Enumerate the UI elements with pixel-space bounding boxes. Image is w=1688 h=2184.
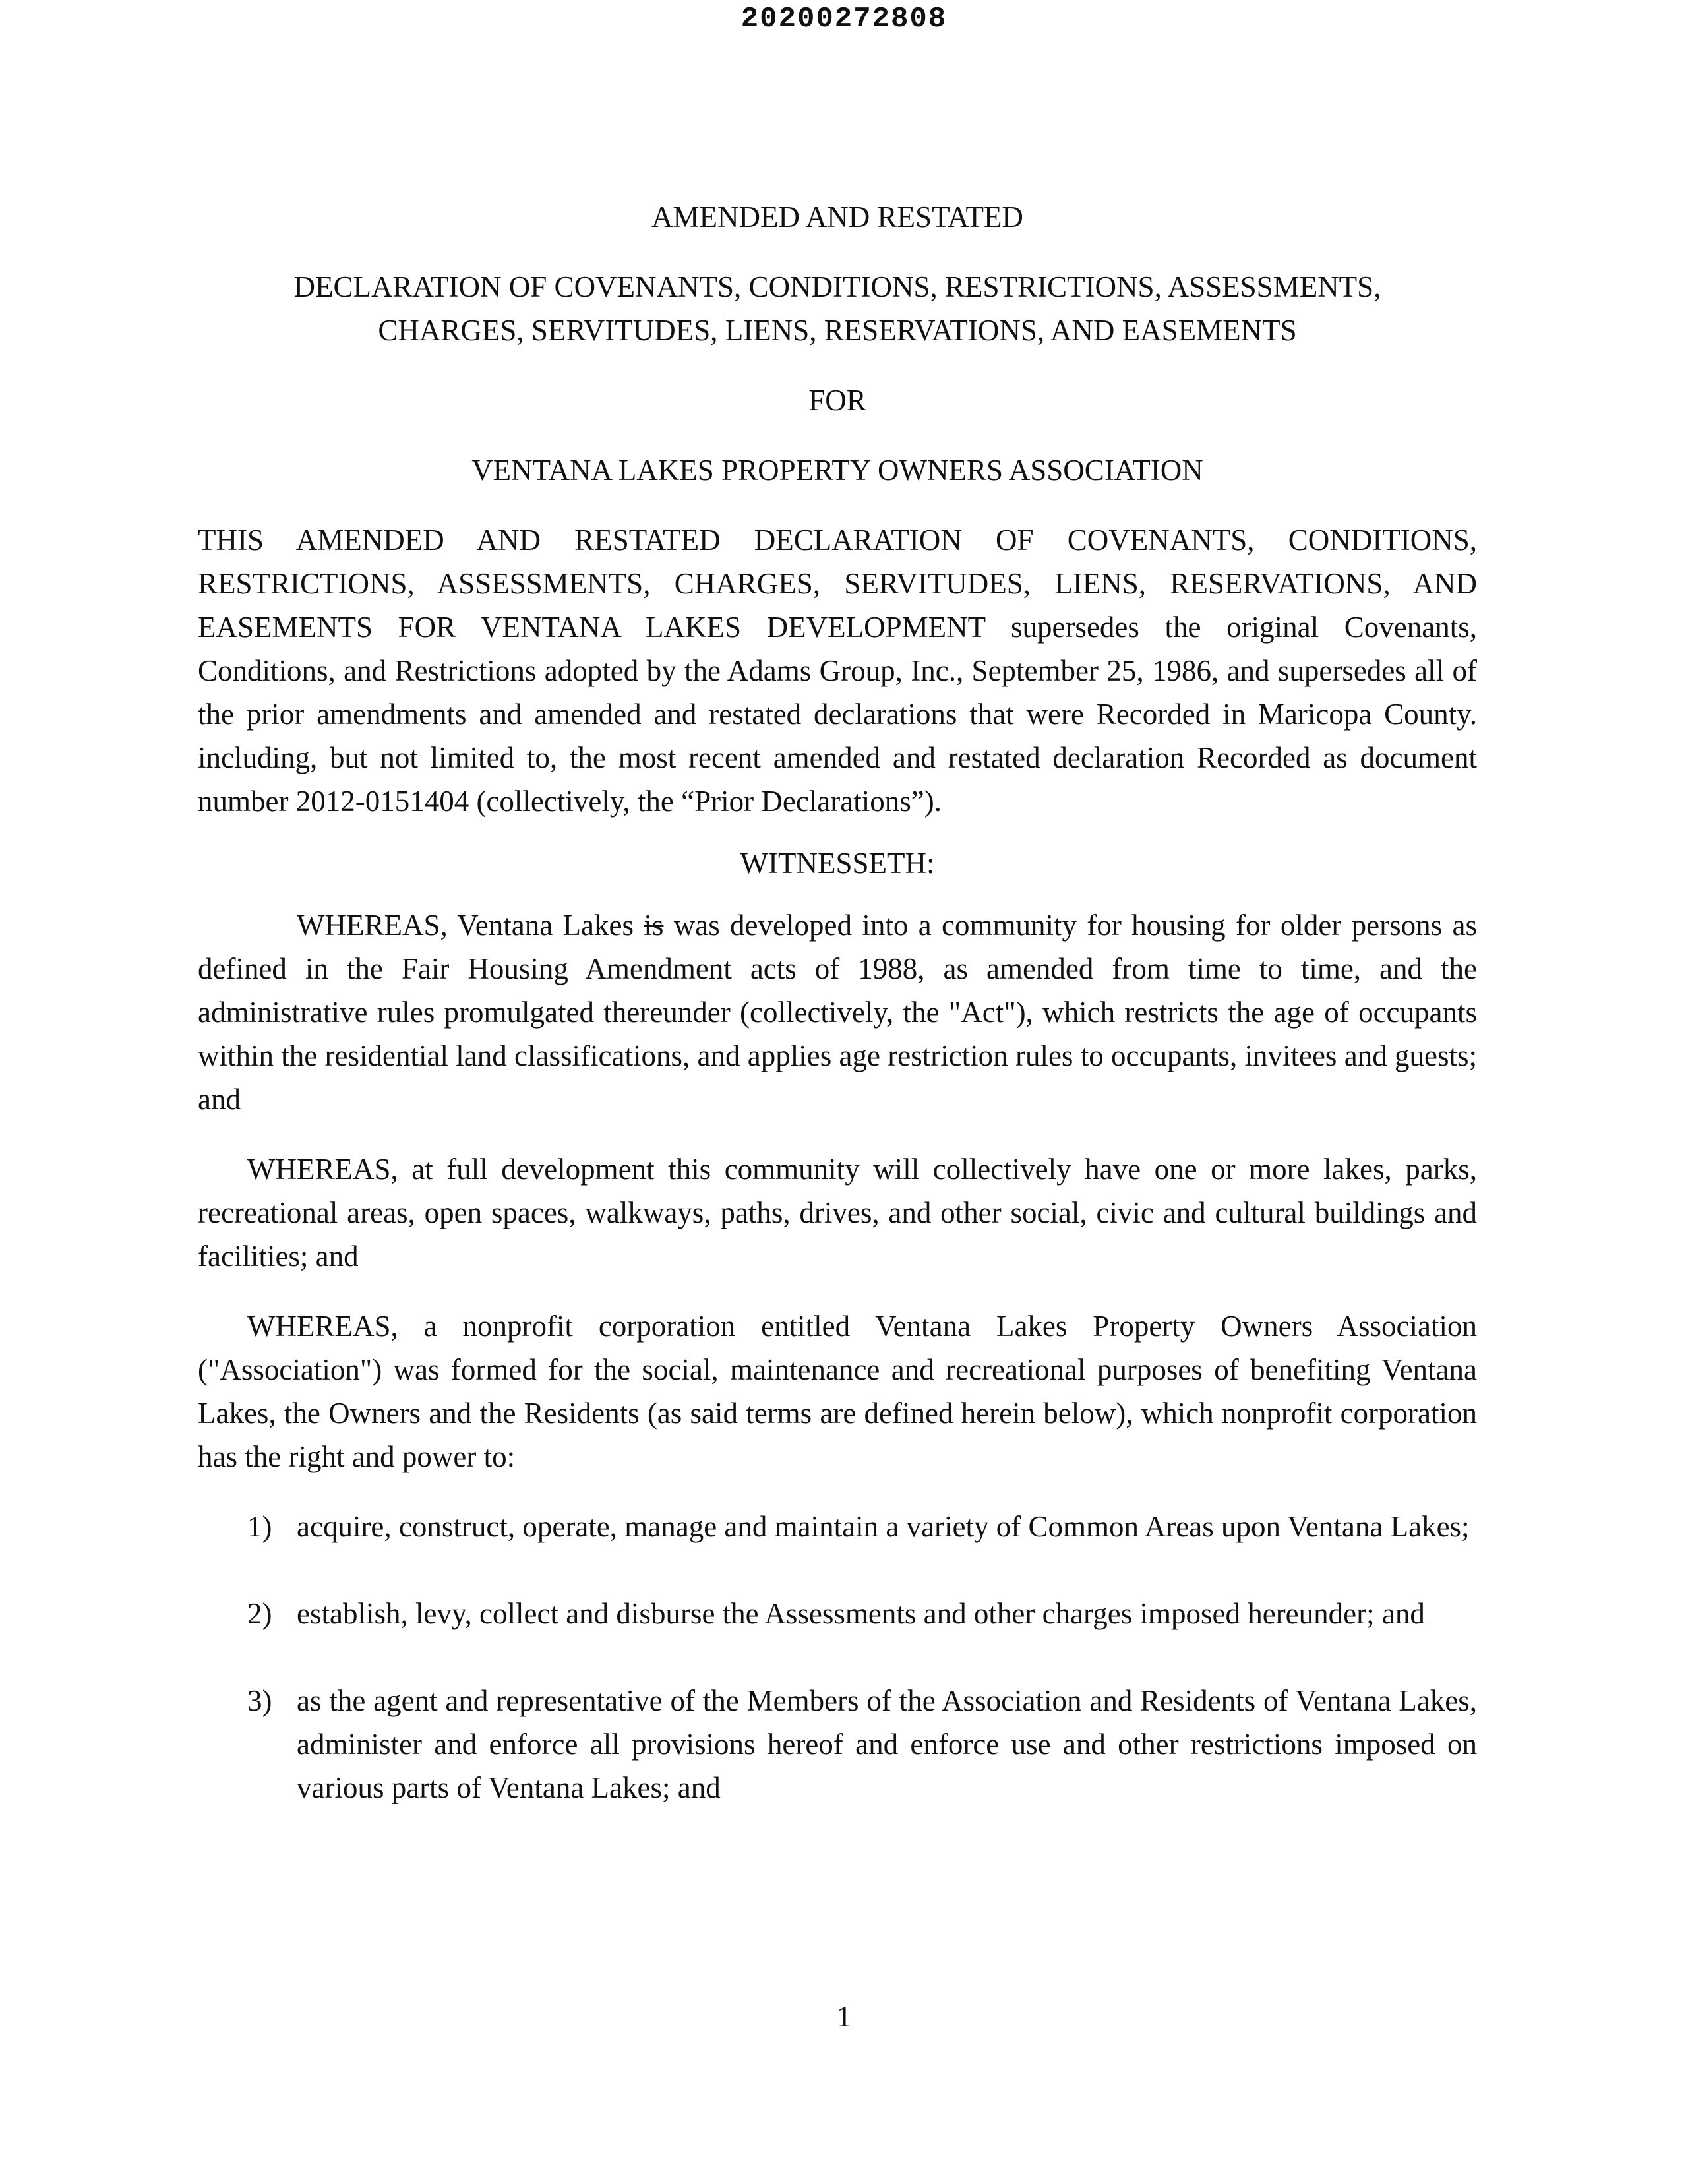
title-association: VENTANA LAKES PROPERTY OWNERS ASSOCIATION [471, 454, 1203, 487]
whereas-paragraph-1 [198, 903, 1477, 1121]
whereas-1-rest: was developed into a community for housing for older persons as defined in the Fair Housing Amendment acts of 1988, as amended from time to time, and the administrative rules promulgated thereunder (collectively, the "Act"), which restricts the age of occupants within the residential land classifications, and applies age restriction rules to occupants, invitees and guests; and [198, 909, 1477, 1116]
list-item [198, 1505, 1477, 1548]
list-item [198, 1679, 1477, 1809]
struck-word: is [644, 909, 664, 942]
title-declaration [198, 265, 1477, 352]
title-for: FOR [808, 384, 866, 417]
witnesseth-heading: WITNESSETH: [740, 847, 935, 880]
title-declaration-line-2: CHARGES, SERVITUDES, LIENS, RESERVATIONS, AND EASEMENTS [378, 314, 1297, 347]
list-item [198, 1592, 1477, 1635]
document-page [198, 195, 1477, 1809]
document-number: 20200272808 [740, 3, 948, 36]
intro-paragraph: THIS AMENDED AND RESTATED DECLARATION OF COVENANTS, CONDITIONS, RESTRICTIONS, ASSESSMENTS, CHARGES, SERVITUDES, LIENS, RESERVATIONS, AND EASEMENTS FOR VENTANA LAKES DEVELOPMENT supersedes the original Covenants, Conditions, and Restrictions adopted by the Adams Group, Inc., September 25, 1986, and supersedes all of the prior amendments and amended and restated declarations that were Recorded in Maricopa County. including, but not limited to, the most recent amended and restated declaration Recorded as document number 2012-0151404 (collectively, the “Prior Declarations”). [198, 524, 1477, 818]
list-item-number: 2) [247, 1597, 272, 1630]
whereas-paragraph-2: WHEREAS, at full development this community will collectively have one or more lakes, parks, recreational areas, open spaces, walkways, paths, drives, and other social, civic and cultural buildings and facilities; and [198, 1153, 1477, 1273]
page-number: 1 [836, 2000, 852, 2033]
whereas-paragraph-3: WHEREAS, a nonprofit corporation entitled Ventana Lakes Property Owners Association ("Association") was formed for the social, maintenance and recreational purposes of benefiting Ventana Lakes, the Owners and the Residents (as said terms are defined herein below), which nonprofit corporation has the right and power to: [198, 1310, 1477, 1473]
list-item-number: 1) [247, 1510, 272, 1543]
powers-list [198, 1505, 1477, 1809]
title-amended-restated: AMENDED AND RESTATED [651, 200, 1023, 233]
title-declaration-line-1: DECLARATION OF COVENANTS, CONDITIONS, RESTRICTIONS, ASSESSMENTS, [293, 270, 1381, 303]
list-item-text: as the agent and representative of the Members of the Association and Residents of Ventana Lakes, administer and enforce all provisions hereof and enforce use and other restrictions imposed on various parts of Ventana Lakes; and [297, 1684, 1477, 1804]
whereas-1-start: WHEREAS, Ventana Lakes [297, 909, 644, 942]
list-item-text: acquire, construct, operate, manage and maintain a variety of Common Areas upon Ventana Lakes; [297, 1510, 1470, 1543]
list-item-text: establish, levy, collect and disburse the Assessments and other charges imposed hereunder; and [297, 1597, 1425, 1630]
list-item-number: 3) [247, 1684, 272, 1717]
